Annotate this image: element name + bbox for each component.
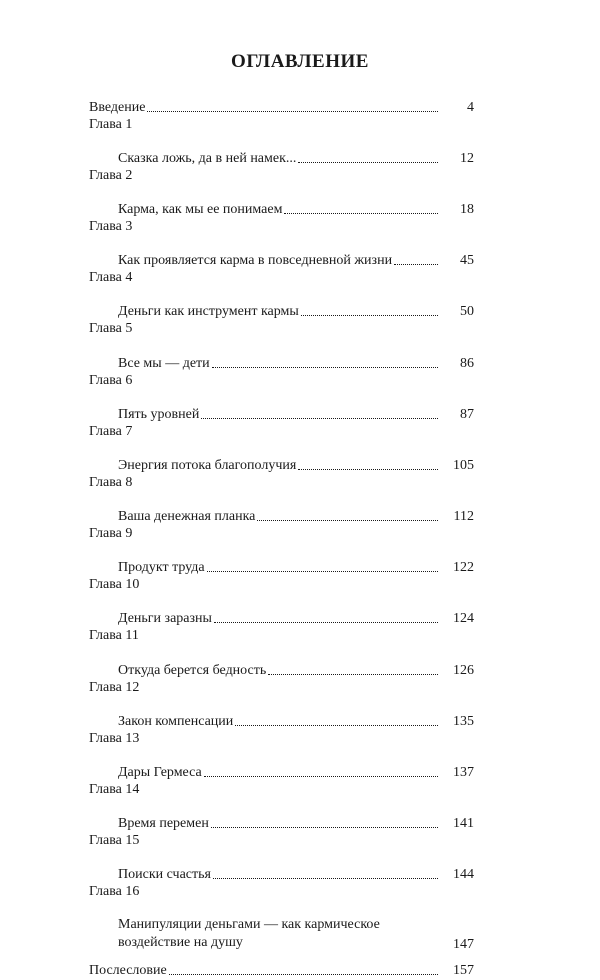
dot-leader [211,827,438,828]
toc-entry-title [118,916,418,952]
toc-entry-title: Сказка ложь, да в ней намек... [118,150,297,166]
dot-leader [214,622,438,623]
dot-leader [213,878,438,879]
toc-page-number: 86 [460,355,474,371]
chapter-label: Глава 7 [89,423,133,439]
chapter-label: Глава 11 [89,628,139,644]
toc-entry-title-line-2: воздействие на душу [118,935,243,950]
dot-leader [257,520,438,521]
toc-page-number: 124 [453,611,474,627]
chapter-label: Глава 2 [89,167,133,183]
toc-entry[interactable] [89,398,474,424]
toc-page-number: 87 [460,406,474,422]
chapter-label: Глава 16 [89,884,140,900]
toc-entry-title: Пять уровней [118,406,200,422]
dot-leader [201,418,438,419]
toc-entry-title: Ваша денежная планка [118,509,256,525]
toc-page-number: 4 [467,99,474,115]
dot-leader [394,264,438,265]
toc-entry-title: Время перемен [118,816,209,832]
chapter-label: Глава 10 [89,577,140,593]
toc-page-number: 122 [453,560,474,576]
chapter-label: Глава 15 [89,833,140,849]
toc-entry-title: Поиски счастья [118,867,211,883]
toc-page-number: 147 [453,937,474,952]
dot-leader [268,674,438,675]
toc-entry-title: Энергия потока благополучия [118,457,297,473]
dot-leader [204,776,438,777]
table-of-contents [89,91,474,980]
chapter-label: Глава 4 [89,270,133,286]
chapter-label: Глава 5 [89,321,133,337]
toc-entry-title: Как проявляется карма в повседневной жизни [118,253,393,269]
toc-entry-title: Откуда берется бедность [118,662,267,678]
dot-leader [147,111,438,112]
dot-leader [284,213,438,214]
toc-entry[interactable] [89,808,474,834]
toc-entry-title: Введение [89,99,146,115]
toc-entry[interactable] [89,449,474,475]
toc-entry[interactable] [89,859,474,885]
toc-page-number: 144 [453,867,474,883]
dot-leader [212,367,438,368]
toc-entry[interactable] [89,347,474,373]
toc-page-number: 18 [460,201,474,217]
toc-entry-title: Карма, как мы ее понимаем [118,201,283,217]
toc-page-number: 12 [460,150,474,166]
toc-entry-title: Все мы — дети [118,355,210,371]
chapter-label: Глава 9 [89,526,133,542]
toc-entry-title: Дары Гермеса [118,765,202,781]
toc-entry[interactable] [89,142,474,168]
chapter-label: Глава 1 [89,116,133,132]
chapter-label: Глава 14 [89,782,140,798]
toc-page-number: 137 [453,765,474,781]
chapter-label: Глава 8 [89,474,133,490]
toc-entry[interactable] [89,654,474,680]
toc-entry[interactable] [89,193,474,219]
toc-entry[interactable] [89,756,474,782]
toc-page-number: 135 [453,713,474,729]
toc-entry[interactable] [89,910,474,954]
toc-entry-outro[interactable] [89,954,474,980]
toc-entry-title: Деньги заразны [118,611,212,627]
dot-leader [301,315,438,316]
toc-entry[interactable] [89,552,474,578]
toc-page-number: 105 [453,457,474,473]
dot-leader [169,974,438,975]
dot-leader [298,469,438,470]
toc-page-number: 50 [460,304,474,320]
chapter-label: Глава 3 [89,218,133,234]
toc-page-number: 157 [453,962,474,978]
toc-page-number: 45 [460,253,474,269]
chapter-label: Глава 12 [89,679,140,695]
toc-page-number: 112 [453,509,474,525]
toc-entry[interactable] [89,245,474,271]
toc-entry-title: Послесловие [89,962,167,978]
toc-entry[interactable] [89,705,474,731]
chapter-label: Глава 6 [89,372,133,388]
chapter-label: Глава 13 [89,730,140,746]
dot-leader [235,725,438,726]
toc-entry[interactable] [89,501,474,527]
toc-entry-title-line-1: Манипуляции деньгами — как кармическое [118,917,380,932]
toc-entry[interactable] [89,603,474,629]
toc-entry-title: Деньги как инструмент кармы [118,304,299,320]
toc-entry-title: Закон компенсации [118,713,234,729]
dot-leader [207,571,438,572]
toc-page-number: 126 [453,662,474,678]
toc-entry-title: Продукт труда [118,560,205,576]
toc-entry-intro[interactable] [89,91,474,117]
toc-entry[interactable] [89,296,474,322]
page-title: ОГЛАВЛЕНИЕ [231,51,369,72]
dot-leader [298,162,438,163]
toc-page-number: 141 [453,816,474,832]
